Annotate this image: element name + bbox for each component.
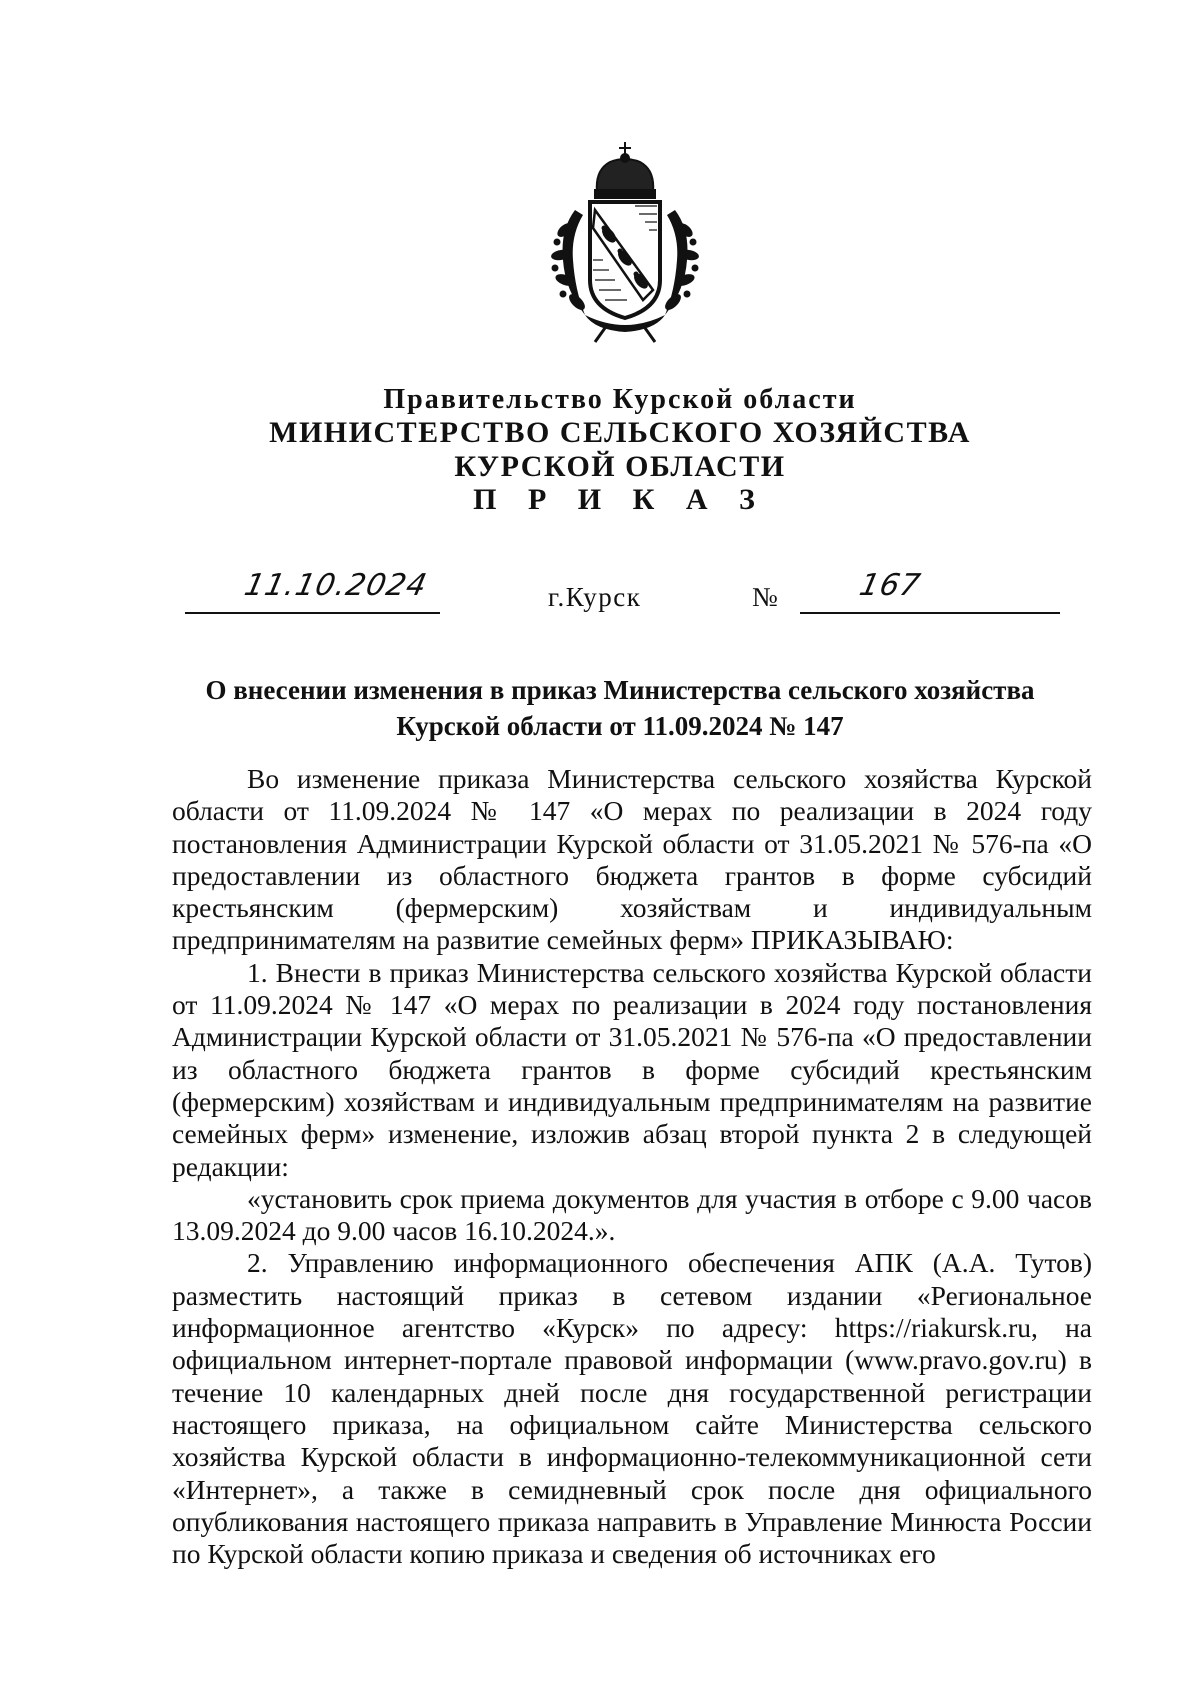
- document-body: [172, 763, 1092, 1570]
- document-meta-line: [0, 568, 1200, 624]
- ministry-name: МИНИСТЕРСТВО СЕЛЬСКОГО ХОЗЯЙСТВА: [269, 416, 971, 449]
- number-underline: [800, 574, 1060, 614]
- paragraph-item-2: 2. Управлению информационного обеспечения АПК (А.А. Тутов) разместить настоящий приказ в сетевом издании «Региональное информационное агентство «Курск» по адресу: https://riakursk.ru, на официальном интернет-портале правовой информации (www.pravo.gov.ru) в течение 10 календарных дней после дня государственной регистрации настоящего приказа, на официальном сайте Министерства сельского хозяйства Курской области в информационно-телекоммуникационной сети «Интернет», а также в семидневный срок после дня официального опубликования настоящего приказа направить в Управление Минюста России по Курской области копию приказа и сведения об источниках его: [172, 1247, 1092, 1570]
- document-type: П Р И К А З: [473, 483, 767, 516]
- government-name: Правительство Курской области: [383, 384, 857, 415]
- document-date: 11.10.2024: [241, 568, 431, 603]
- coat-of-arms-icon: [535, 140, 715, 345]
- region-name: КУРСКОЙ ОБЛАСТИ: [454, 450, 786, 483]
- document-number: 167: [856, 568, 924, 603]
- paragraph-preamble: Во изменение приказа Министерства сельского хозяйства Курской области от 11.09.2024 № 147 «О мерах по реализации в 2024 году постановления Администрации Курской области от 31.05.2021 № 576-па «О предоставлении из областного бюджета грантов в форме субсидий крестьянским (фермерским) хозяйствам и индивидуальным предпринимателям на развитие семейных ферм» ПРИКАЗЫВАЮ:: [172, 763, 1092, 956]
- title-line-1: О внесении изменения в приказ Министерства сельского хозяйства: [205, 675, 1035, 705]
- document-title: [150, 672, 1090, 744]
- paragraph-quote: «установить срок приема документов для участия в отборе с 9.00 часов 13.09.2024 до 9.00 часов 16.10.2024.».: [172, 1182, 1092, 1247]
- city-name: г.Курск: [548, 582, 642, 612]
- paragraph-item-1: 1. Внести в приказ Министерства сельского хозяйства Курской области от 11.09.2024 № 147 «О мерах по реализации в 2024 году постановления Администрации Курской области от 31.05.2021 № 576-па «О предоставлении из областного бюджета грантов в форме субсидий крестьянским (фермерским) хозяйствам и индивидуальным предпринимателям на развитие семейных ферм» изменение, изложив абзац второй пункта 2 в следующей редакции:: [172, 956, 1092, 1182]
- number-sign: №: [752, 582, 778, 612]
- title-line-2: Курской области от 11.09.2024 № 147: [396, 711, 844, 741]
